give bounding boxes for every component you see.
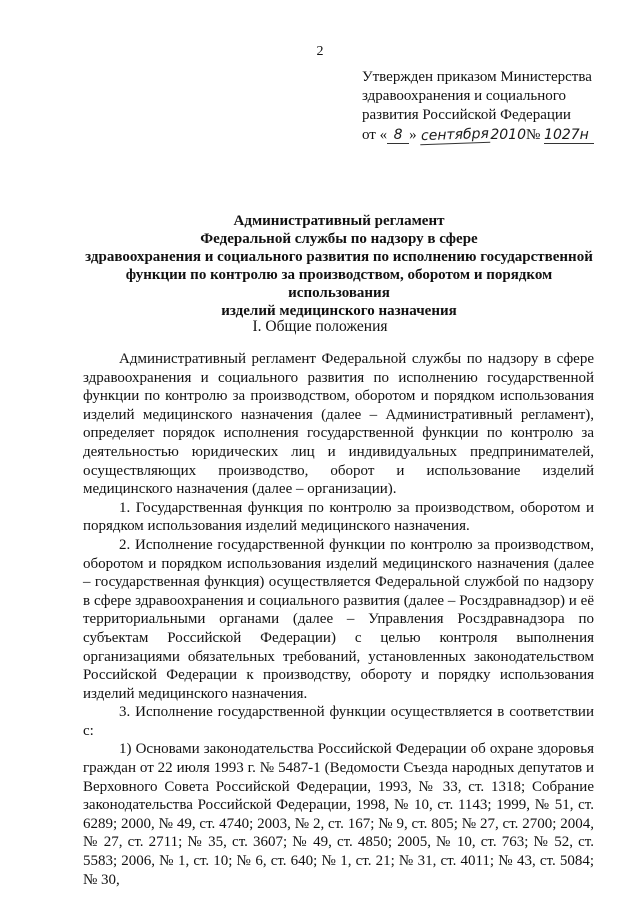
- approval-line: развития Российской Федерации: [362, 107, 571, 123]
- title-line: Административный регламент: [233, 213, 445, 229]
- title-line: здравоохранения и социального развития по исполнению государственной: [85, 249, 593, 265]
- title-line: Федеральной службы по надзору в сфере: [200, 231, 478, 247]
- page-number: 2: [316, 44, 324, 59]
- approval-line: Утвержден приказом Министерства: [362, 69, 592, 85]
- date-close-quote: »: [409, 127, 417, 143]
- approval-date: [362, 126, 624, 145]
- paragraph: 3. Исполнение государственной функции осуществляется в соответствии с:: [83, 704, 594, 739]
- document-title: [84, 212, 594, 320]
- approval-line: здравоохранения и социального: [362, 88, 567, 104]
- handwritten-year: 2010: [490, 127, 526, 143]
- date-prefix: от «: [362, 127, 388, 143]
- paragraph: 1. Государственная функция по контролю за производством, оборотом и порядком использования изделий медицинского назначения.: [83, 499, 594, 535]
- section-heading: I. Общие положения: [252, 318, 388, 335]
- handwritten-day: 8: [387, 127, 409, 144]
- paragraph: 1) Основами законодательства Российской Федерации об охране здоровья граждан от 22 июля 1993 г. № 5487-1 (Ведомости Съезда народных депутатов и Верховного Совета Российской Федерации, 1993, № 33, ст. 1318; Собрание законодательства Российской Федерации, 1998, № 10, ст. 1143; 1999, № 51, ст. 6289; 2000, № 49, ст. 4740; 2003, № 2, ст. 167; № 9, ст. 805; № 27, ст. 2700; 2004, № 27, ст. 2711; № 35, ст. 3607; № 49, ст. 4850; 2005, № 10, ст. 763; № 52, ст. 5583; 2006, № 1, ст. 10; № 6, ст. 640; № 1, ст. 21; № 31, ст. 4011; № 43, ст. 5084; № 30,: [83, 741, 594, 888]
- title-line: функции по контролю за производством, оборотом и порядком использования: [125, 267, 553, 301]
- paragraph: 2. Исполнение государственной функции по контролю за производством, оборотом и порядком использования изделий медицинского назначения (далее – государственная функция) осуществляется Федеральной службой по надзору в сфере здравоохранения и социального развития (далее – Росздравнадзор) и её территориальными органами (далее – Управления Росздравнадзора по субъектам Российской Федерации) с целью контроля выполнения организациями обязательных требований, установленных законодательством Российской Федерации к производству, обороту и порядку использования изделий медицинского назначения.: [83, 536, 594, 702]
- handwritten-order-number: 1027н: [544, 127, 594, 144]
- number-sign: №: [525, 127, 541, 143]
- paragraph: Административный регламент Федеральной службы по надзору в сфере здравоохранения и социального развития по исполнению государственной функции по контролю за производством, оборотом и порядком использования изделий медицинского назначения (далее – Административный регламент), определяет порядок исполнения государственной функции по контролю за деятельностью юридических лиц и индивидуальных предпринимателей, осуществляющих производство, оборот и использование изделий медицинского назначения (далее – организации).: [83, 351, 594, 498]
- body-text: [83, 350, 594, 889]
- handwritten-month: сентября: [421, 125, 490, 145]
- title-line: изделий медицинского назначения: [221, 303, 457, 319]
- approval-stamp: [362, 68, 624, 145]
